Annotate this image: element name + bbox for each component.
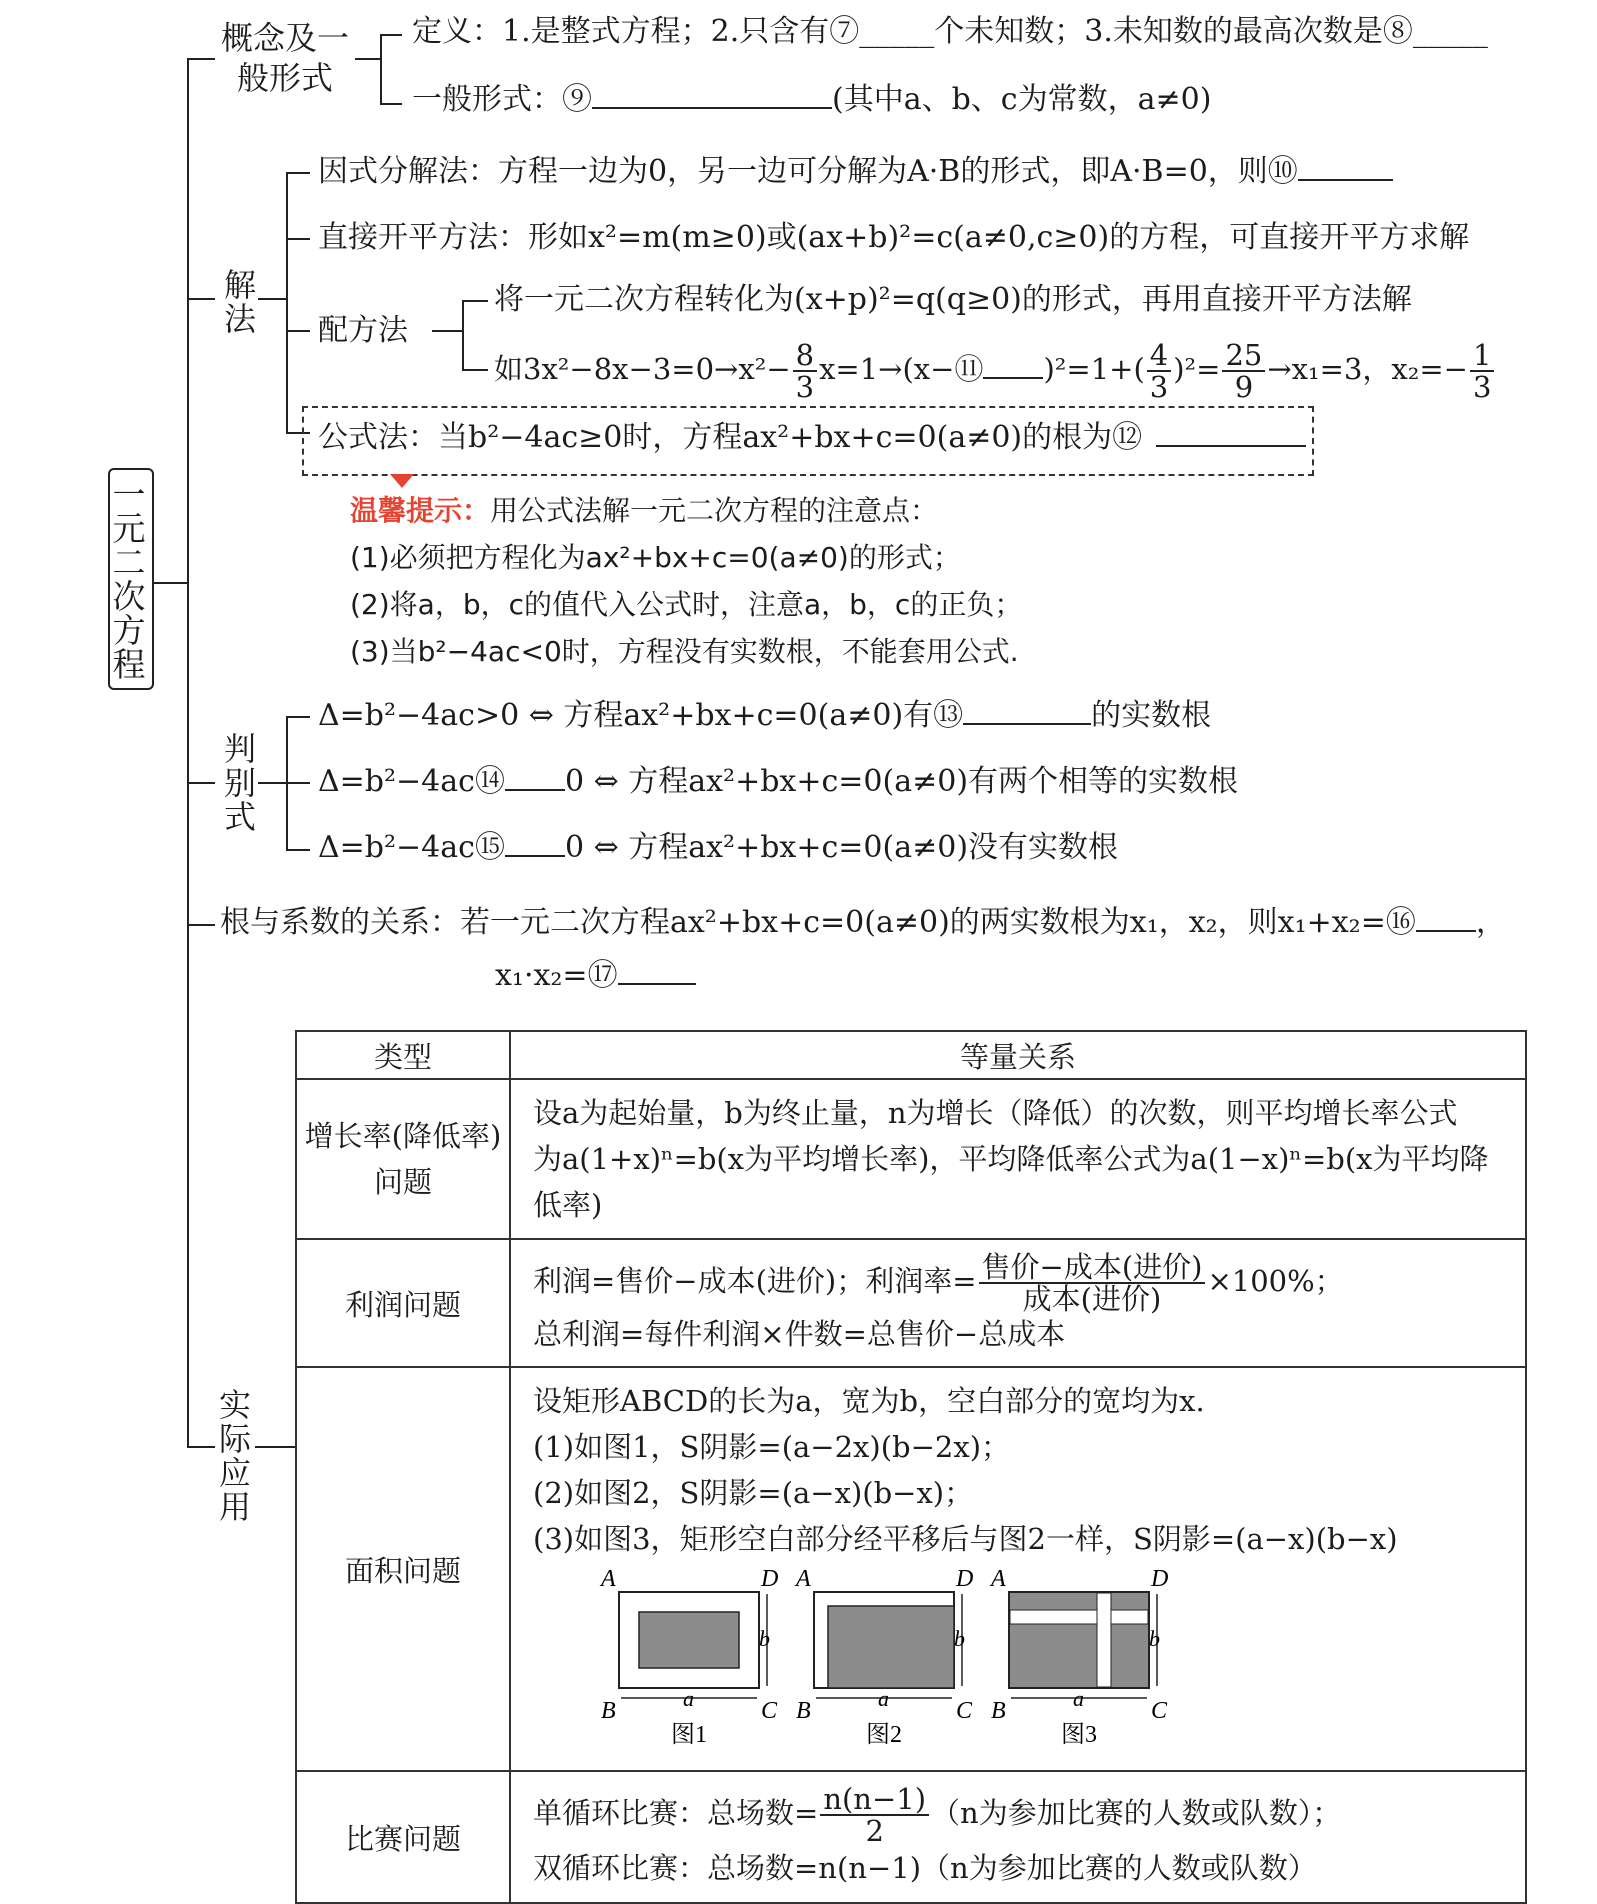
completing-square-example	[494, 340, 1496, 402]
application-table	[295, 1030, 1527, 1904]
answer-blank-10	[1298, 155, 1393, 181]
area-relation	[510, 1367, 1526, 1771]
fig1-caption: 图1	[671, 1722, 707, 1746]
application-branch-label: 实际应用	[218, 1386, 251, 1526]
spine-branch-application	[187, 1446, 215, 1448]
header-relation: 等量关系	[510, 1031, 1526, 1079]
table-row-area	[296, 1367, 1526, 1771]
area-figure-1	[583, 1566, 783, 1746]
solutions-tick-2	[286, 238, 310, 240]
ex-mid1: x=1→(x−⑪	[819, 352, 984, 386]
disc-tick-1	[286, 716, 310, 718]
vieta-line1-end: ，	[1475, 905, 1506, 940]
match-fraction: $\frac{n(n-1)}{2}$	[820, 1784, 929, 1846]
fig2-shaded-rect	[828, 1606, 954, 1688]
fig1-label-C: C	[761, 1698, 778, 1724]
ex-prefix: 如3x²−8x−3=0→x²−	[494, 352, 791, 386]
ex-frac-1-3: $\frac{1}{3}$	[1470, 340, 1494, 402]
tip-heading-line	[350, 494, 938, 528]
growth-line1: 设a为起始量，b为终止量，n为增长（降低）的次数，则平均增长率公式	[533, 1096, 1458, 1130]
answer-blank-16	[1416, 906, 1476, 932]
solutions-tick-3	[286, 330, 310, 332]
spine-root-link	[152, 582, 188, 584]
table-row-growth	[296, 1079, 1526, 1239]
fig1-label-a: a	[683, 1686, 694, 1711]
disc-row-1	[318, 698, 1211, 734]
tip-item-2: (2)将a，b，c的值代入公式时，注意a，b，c的正负；	[350, 588, 1023, 621]
profit-type: 利润问题	[296, 1239, 510, 1367]
growth-type-line2: 问题	[373, 1165, 432, 1199]
fig2-label-b: b	[954, 1626, 965, 1651]
disc-row-3-right: 0 ⇔ 方程ax²+bx+c=0(a≠0)没有实数根	[564, 830, 1119, 865]
tip-item-3: (3)当b²−4ac<0时，方程没有实数根，不能套用公式.	[350, 635, 1019, 668]
ex-frac-8-3: $\frac{8}{3}$	[793, 340, 817, 402]
cs-stem	[432, 330, 462, 332]
vieta-line-2	[495, 958, 696, 994]
fig1-label-b: b	[759, 1626, 770, 1651]
disc-row-3	[318, 830, 1118, 866]
spine-branch-discriminant	[187, 782, 215, 784]
area-figure-3	[973, 1566, 1173, 1746]
growth-relation	[510, 1079, 1526, 1239]
answer-blank-11	[983, 353, 1043, 379]
factoring-text: 因式分解法：方程一边为0，另一边可分解为A·B的形式，即A·B=0，则⑩	[318, 154, 1298, 189]
main-spine	[187, 58, 189, 1446]
tip-pointer-triangle	[390, 474, 414, 488]
concept-general-form	[412, 82, 1211, 118]
table-header-row	[296, 1031, 1526, 1079]
cs-tick-top	[462, 300, 488, 302]
concept-definition: 定义：1.是整式方程；2.只含有⑦_____个未知数；3.未知数的最高次数是⑧_____	[412, 14, 1488, 49]
profit-rate-fraction: $\frac{\text{售价−成本(进价)}}{\text{成本(进价)}}$	[979, 1252, 1206, 1314]
profit-l1-prefix: 利润=售价−成本(进价)；利润率=	[533, 1264, 977, 1298]
completing-square-desc: 将一元二次方程转化为(x+p)²=q(q≥0)的形式，再用直接开平方法解	[494, 282, 1412, 317]
fig3-label-C: C	[1151, 1698, 1168, 1724]
profit-line2: 总利润=每件利润×件数=总售价−总成本	[533, 1317, 1066, 1351]
fig2-label-A: A	[796, 1566, 811, 1592]
growth-type-line1: 增长率(降低率)	[304, 1119, 502, 1153]
disc-tick-2	[286, 782, 310, 784]
fig2-label-B: B	[796, 1698, 811, 1724]
fig2-caption: 图2	[866, 1722, 902, 1746]
fig3-white-strip-h	[1010, 1610, 1148, 1624]
concept-bracket-vert	[380, 34, 382, 104]
profit-relation	[510, 1239, 1526, 1367]
fig1-label-D: D	[761, 1566, 779, 1592]
growth-line2: 为a(1+x)ⁿ=b(x为平均增长率)，平均降低率公式为a(1−x)ⁿ=b(x为平均降低率)	[533, 1142, 1489, 1222]
fig3-label-a: a	[1073, 1686, 1084, 1711]
solutions-tick-1	[286, 172, 310, 174]
match-line2: 双循环比赛：总场数=n(n−1)（n为参加比赛的人数或队数）	[533, 1851, 1317, 1885]
match-type: 比赛问题	[296, 1771, 510, 1903]
concept-bracket-top	[380, 34, 402, 36]
general-form-note: (其中a、b、c为常数，a≠0)	[832, 82, 1212, 117]
cs-vert	[462, 300, 464, 370]
tip-heading: 用公式法解一元二次方程的注意点：	[490, 494, 939, 527]
area-item-3: (3)如图3，矩形空白部分经平移后与图2一样，S阴影=(a−x)(b−x)	[533, 1522, 1398, 1556]
vieta-line-1	[220, 905, 1506, 941]
solution-direct-root: 直接开平方法：形如x²=m(m≥0)或(ax+b)²=c(a≠0,c≥0)的方程，可直接开平方求解	[318, 220, 1470, 255]
solutions-stem	[258, 298, 286, 300]
completing-square-label: 配方法	[318, 313, 408, 348]
area-intro: 设矩形ABCD的长为a，宽为b，空白部分的宽均为x.	[533, 1384, 1205, 1418]
concept-bracket-bottom	[380, 103, 402, 105]
answer-blank-12	[1156, 421, 1306, 447]
ex-mid3: )²=	[1173, 352, 1221, 386]
solutions-vert	[286, 172, 288, 432]
fig2-label-a: a	[878, 1686, 889, 1711]
fig2-label-D: D	[956, 1566, 974, 1592]
spine-branch-solutions	[187, 298, 215, 300]
answer-blank-13	[963, 699, 1091, 725]
answer-blank-9	[592, 83, 832, 109]
match-l1-prefix: 单循环比赛：总场数=	[533, 1796, 819, 1830]
disc-row-2-left: Δ=b²−4ac⑭	[318, 764, 505, 799]
ex-frac-25-9: $\frac{25}{9}$	[1222, 340, 1265, 402]
fig3-label-A: A	[991, 1566, 1006, 1592]
fig3-caption: 图3	[1061, 1722, 1097, 1746]
general-form-label: 一般形式：⑨	[412, 82, 592, 117]
fig1-label-B: B	[601, 1698, 616, 1724]
fig3-label-D: D	[1151, 1566, 1169, 1592]
disc-row-1-right: 的实数根	[1091, 698, 1212, 733]
fig1-label-A: A	[601, 1566, 616, 1592]
header-type: 类型	[296, 1031, 510, 1079]
ex-mid2: )²=1+(	[1043, 352, 1145, 386]
concept-bracket-stem	[355, 58, 381, 60]
spine-branch-vieta	[187, 924, 215, 926]
fig2-label-C: C	[956, 1698, 973, 1724]
disc-row-2	[318, 764, 1238, 800]
answer-blank-15	[505, 831, 565, 857]
ex-tail: →x₁=3，x₂=−	[1267, 352, 1468, 386]
solutions-branch-label: 解法	[223, 266, 256, 338]
application-stem	[255, 1446, 295, 1448]
profit-line1	[533, 1252, 1503, 1314]
match-line1	[533, 1784, 1503, 1846]
discriminant-branch-label: 判别式	[223, 730, 256, 836]
formula-text: 公式法：当b²−4ac≥0时，方程ax²+bx+c=0(a≠0)的根为⑫	[318, 420, 1143, 455]
fig1-shaded-rect	[639, 1612, 739, 1668]
fig3-label-b: b	[1149, 1626, 1160, 1651]
tip-item-1: (1)必须把方程化为ax²+bx+c=0(a≠0)的形式；	[350, 541, 961, 574]
area-type: 面积问题	[296, 1367, 510, 1771]
solution-formula	[318, 420, 1306, 456]
match-l1-suffix: （n为参加比赛的人数或队数）；	[931, 1796, 1342, 1830]
ex-frac-4-3: $\frac{4}{3}$	[1147, 340, 1171, 402]
disc-stem	[258, 782, 286, 784]
vieta-product: x₁·x₂=⑰	[495, 958, 618, 993]
match-relation	[510, 1771, 1526, 1903]
table-row-profit	[296, 1239, 1526, 1367]
disc-tick-3	[286, 849, 310, 851]
root-title: 一元二次方程	[112, 475, 146, 684]
cs-tick-bottom	[462, 369, 488, 371]
answer-blank-14	[505, 765, 565, 791]
disc-row-1-left: Δ=b²−4ac>0 ⇔ 方程ax²+bx+c=0(a≠0)有⑬	[318, 698, 964, 733]
table-row-match	[296, 1771, 1526, 1903]
vieta-text: 根与系数的关系：若一元二次方程ax²+bx+c=0(a≠0)的两实数根为x₁，x₂，则x₁+x₂=⑯	[220, 905, 1416, 940]
area-figure-2	[778, 1566, 978, 1746]
spine-branch-concept	[187, 58, 215, 60]
area-figures	[533, 1566, 1503, 1746]
area-item-1: (1)如图1，S阴影=(a−2x)(b−2x)；	[533, 1430, 1011, 1464]
profit-l1-suffix: ×100%；	[1207, 1264, 1344, 1298]
concept-branch-label: 概念及一般形式	[220, 19, 349, 97]
disc-row-3-left: Δ=b²−4ac⑮	[318, 830, 505, 865]
area-item-2: (2)如图2，S阴影=(a−x)(b−x)；	[533, 1476, 974, 1510]
growth-type	[296, 1079, 510, 1239]
answer-blank-17	[618, 959, 696, 985]
disc-row-2-right: 0 ⇔ 方程ax²+bx+c=0(a≠0)有两个相等的实数根	[564, 764, 1239, 799]
fig3-white-strip-v	[1097, 1593, 1111, 1687]
solution-factoring	[318, 154, 1393, 190]
tip-label: 温馨提示：	[350, 494, 491, 527]
fig3-label-B: B	[991, 1698, 1006, 1724]
